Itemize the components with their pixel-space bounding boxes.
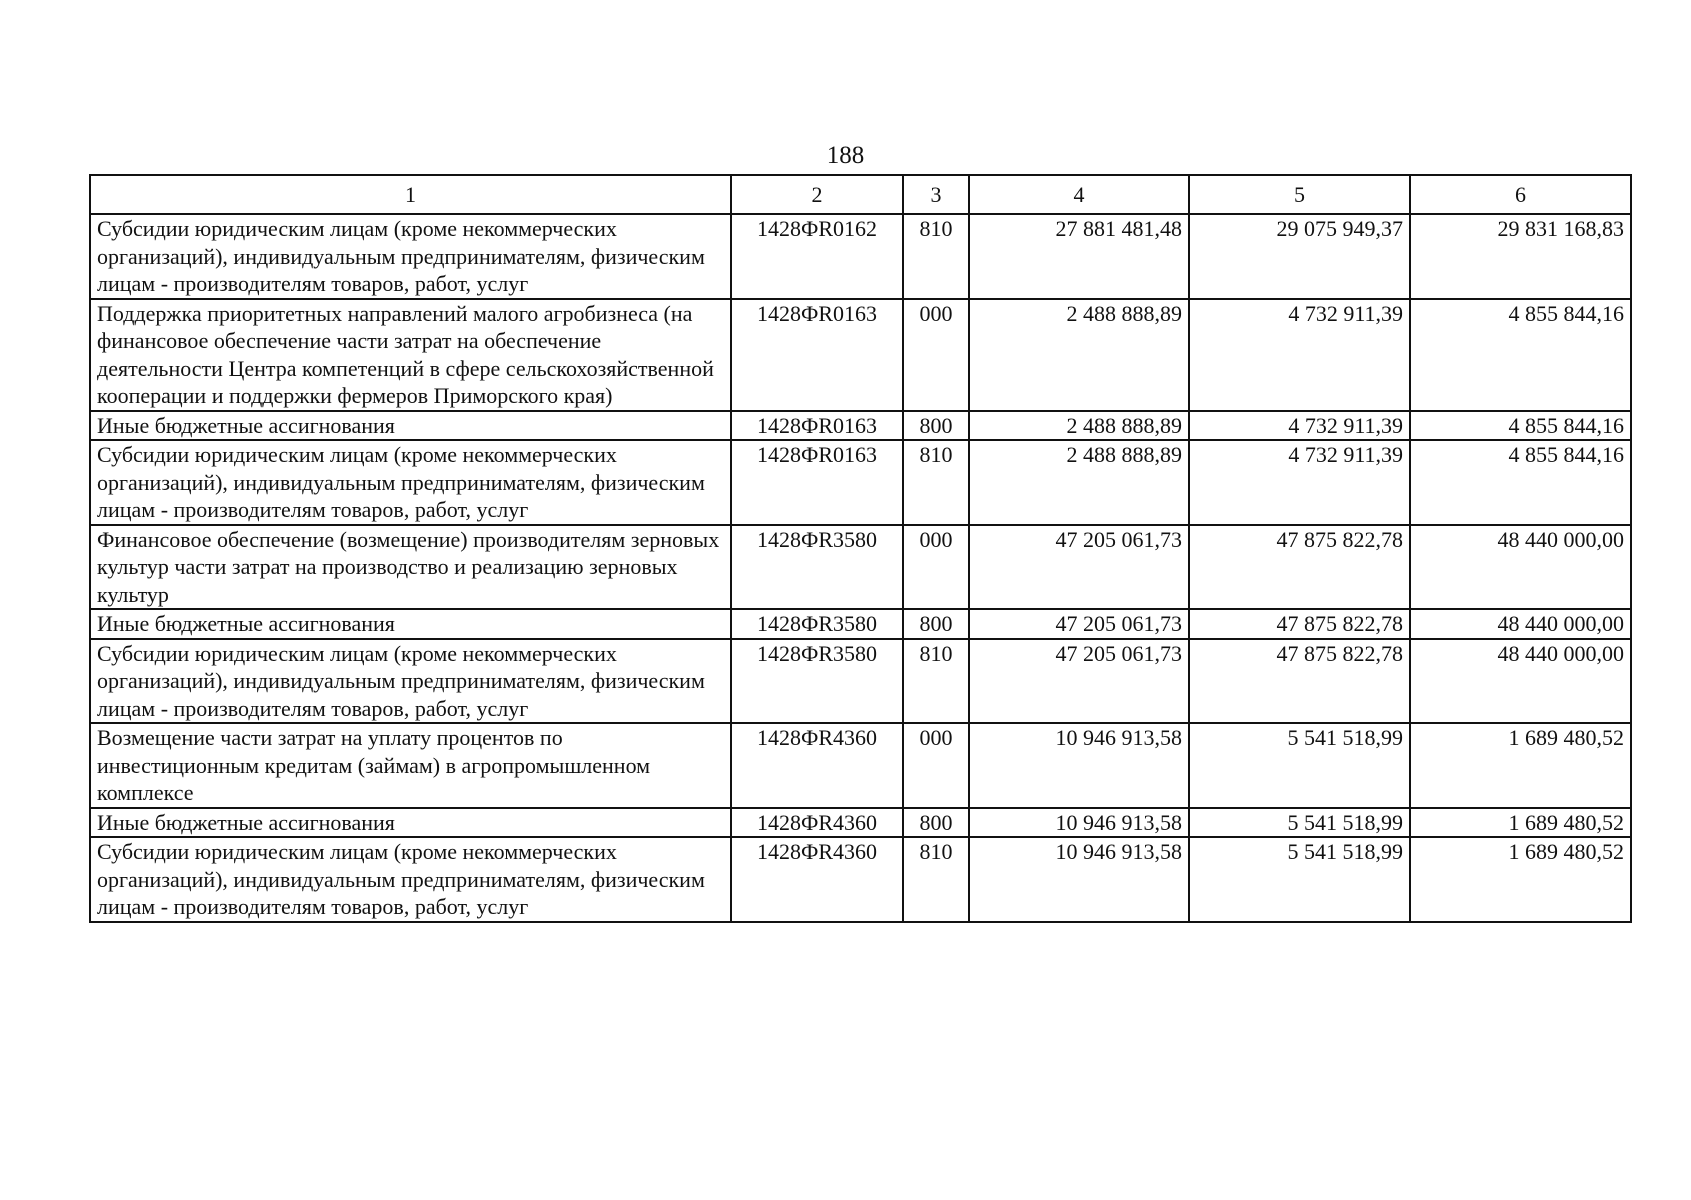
column-header-4: 4 [969, 175, 1189, 214]
row-value-6: 48 440 000,00 [1410, 525, 1631, 610]
row-value-5: 47 875 822,78 [1189, 609, 1410, 639]
row-value-5: 47 875 822,78 [1189, 639, 1410, 724]
row-value-6: 4 855 844,16 [1410, 411, 1631, 441]
row-value-6: 48 440 000,00 [1410, 609, 1631, 639]
row-code: 1428ФR0162 [731, 214, 903, 299]
row-value-4: 2 488 888,89 [969, 299, 1189, 411]
row-description: Субсидии юридическим лицам (кроме некоммерческих организаций), индивидуальным предпринимателям, физическим лицам - производителям товаров, работ, услуг [90, 440, 731, 525]
row-description: Субсидии юридическим лицам (кроме некоммерческих организаций), индивидуальным предпринимателям, физическим лицам - производителям товаров, работ, услуг [90, 214, 731, 299]
row-value-4: 27 881 481,48 [969, 214, 1189, 299]
table-row [90, 299, 1631, 411]
row-value-5: 5 541 518,99 [1189, 808, 1410, 838]
row-value-5: 47 875 822,78 [1189, 525, 1410, 610]
row-type: 800 [903, 411, 969, 441]
row-description: Иные бюджетные ассигнования [90, 411, 731, 441]
row-value-4: 47 205 061,73 [969, 525, 1189, 610]
row-description: Субсидии юридическим лицам (кроме некоммерческих организаций), индивидуальным предпринимателям, физическим лицам - производителям товаров, работ, услуг [90, 639, 731, 724]
row-value-5: 4 732 911,39 [1189, 299, 1410, 411]
row-value-4: 2 488 888,89 [969, 411, 1189, 441]
row-value-5: 4 732 911,39 [1189, 411, 1410, 441]
table-row [90, 837, 1631, 922]
table-row [90, 808, 1631, 838]
row-value-6: 1 689 480,52 [1410, 837, 1631, 922]
row-description: Субсидии юридическим лицам (кроме некоммерческих организаций), индивидуальным предпринимателям, физическим лицам - производителям товаров, работ, услуг [90, 837, 731, 922]
row-type: 800 [903, 609, 969, 639]
table-row [90, 639, 1631, 724]
row-value-4: 2 488 888,89 [969, 440, 1189, 525]
row-value-4: 10 946 913,58 [969, 808, 1189, 838]
row-code: 1428ФR0163 [731, 440, 903, 525]
row-code: 1428ФR4360 [731, 837, 903, 922]
row-value-6: 4 855 844,16 [1410, 440, 1631, 525]
row-description: Возмещение части затрат на уплату процентов по инвестиционным кредитам (займам) в агропромышленном комплексе [90, 723, 731, 808]
row-code: 1428ФR0163 [731, 299, 903, 411]
table-row [90, 440, 1631, 525]
header-row [90, 175, 1631, 214]
table-row [90, 411, 1631, 441]
row-type: 000 [903, 299, 969, 411]
row-value-5: 4 732 911,39 [1189, 440, 1410, 525]
table-row [90, 723, 1631, 808]
row-type: 810 [903, 214, 969, 299]
row-value-5: 5 541 518,99 [1189, 723, 1410, 808]
row-value-4: 47 205 061,73 [969, 639, 1189, 724]
row-type: 810 [903, 440, 969, 525]
row-value-6: 1 689 480,52 [1410, 808, 1631, 838]
row-value-6: 29 831 168,83 [1410, 214, 1631, 299]
row-description: Поддержка приоритетных направлений малого агробизнеса (на финансовое обеспечение части затрат на обеспечение деятельности Центра компетенций в сфере сельскохозяйственной кооперации и поддержки фермеров Приморского края) [90, 299, 731, 411]
row-value-4: 47 205 061,73 [969, 609, 1189, 639]
column-header-2: 2 [731, 175, 903, 214]
row-code: 1428ФR3580 [731, 639, 903, 724]
row-value-6: 48 440 000,00 [1410, 639, 1631, 724]
column-header-3: 3 [903, 175, 969, 214]
row-type: 000 [903, 525, 969, 610]
row-code: 1428ФR3580 [731, 525, 903, 610]
table-row [90, 214, 1631, 299]
row-code: 1428ФR0163 [731, 411, 903, 441]
row-value-5: 5 541 518,99 [1189, 837, 1410, 922]
row-value-5: 29 075 949,37 [1189, 214, 1410, 299]
table-row [90, 609, 1631, 639]
row-value-6: 4 855 844,16 [1410, 299, 1631, 411]
row-type: 800 [903, 808, 969, 838]
row-code: 1428ФR3580 [731, 609, 903, 639]
column-header-1: 1 [90, 175, 731, 214]
row-description: Иные бюджетные ассигнования [90, 609, 731, 639]
row-value-6: 1 689 480,52 [1410, 723, 1631, 808]
column-header-6: 6 [1410, 175, 1631, 214]
row-type: 810 [903, 639, 969, 724]
row-description: Иные бюджетные ассигнования [90, 808, 731, 838]
row-value-4: 10 946 913,58 [969, 837, 1189, 922]
page-number: 188 [826, 142, 865, 169]
column-header-5: 5 [1189, 175, 1410, 214]
row-code: 1428ФR4360 [731, 723, 903, 808]
row-code: 1428ФR4360 [731, 808, 903, 838]
table-row [90, 525, 1631, 610]
row-type: 810 [903, 837, 969, 922]
row-description: Финансовое обеспечение (возмещение) производителям зерновых культур части затрат на производство и реализацию зерновых культур [90, 525, 731, 610]
row-value-4: 10 946 913,58 [969, 723, 1189, 808]
row-type: 000 [903, 723, 969, 808]
budget-table [89, 174, 1632, 923]
